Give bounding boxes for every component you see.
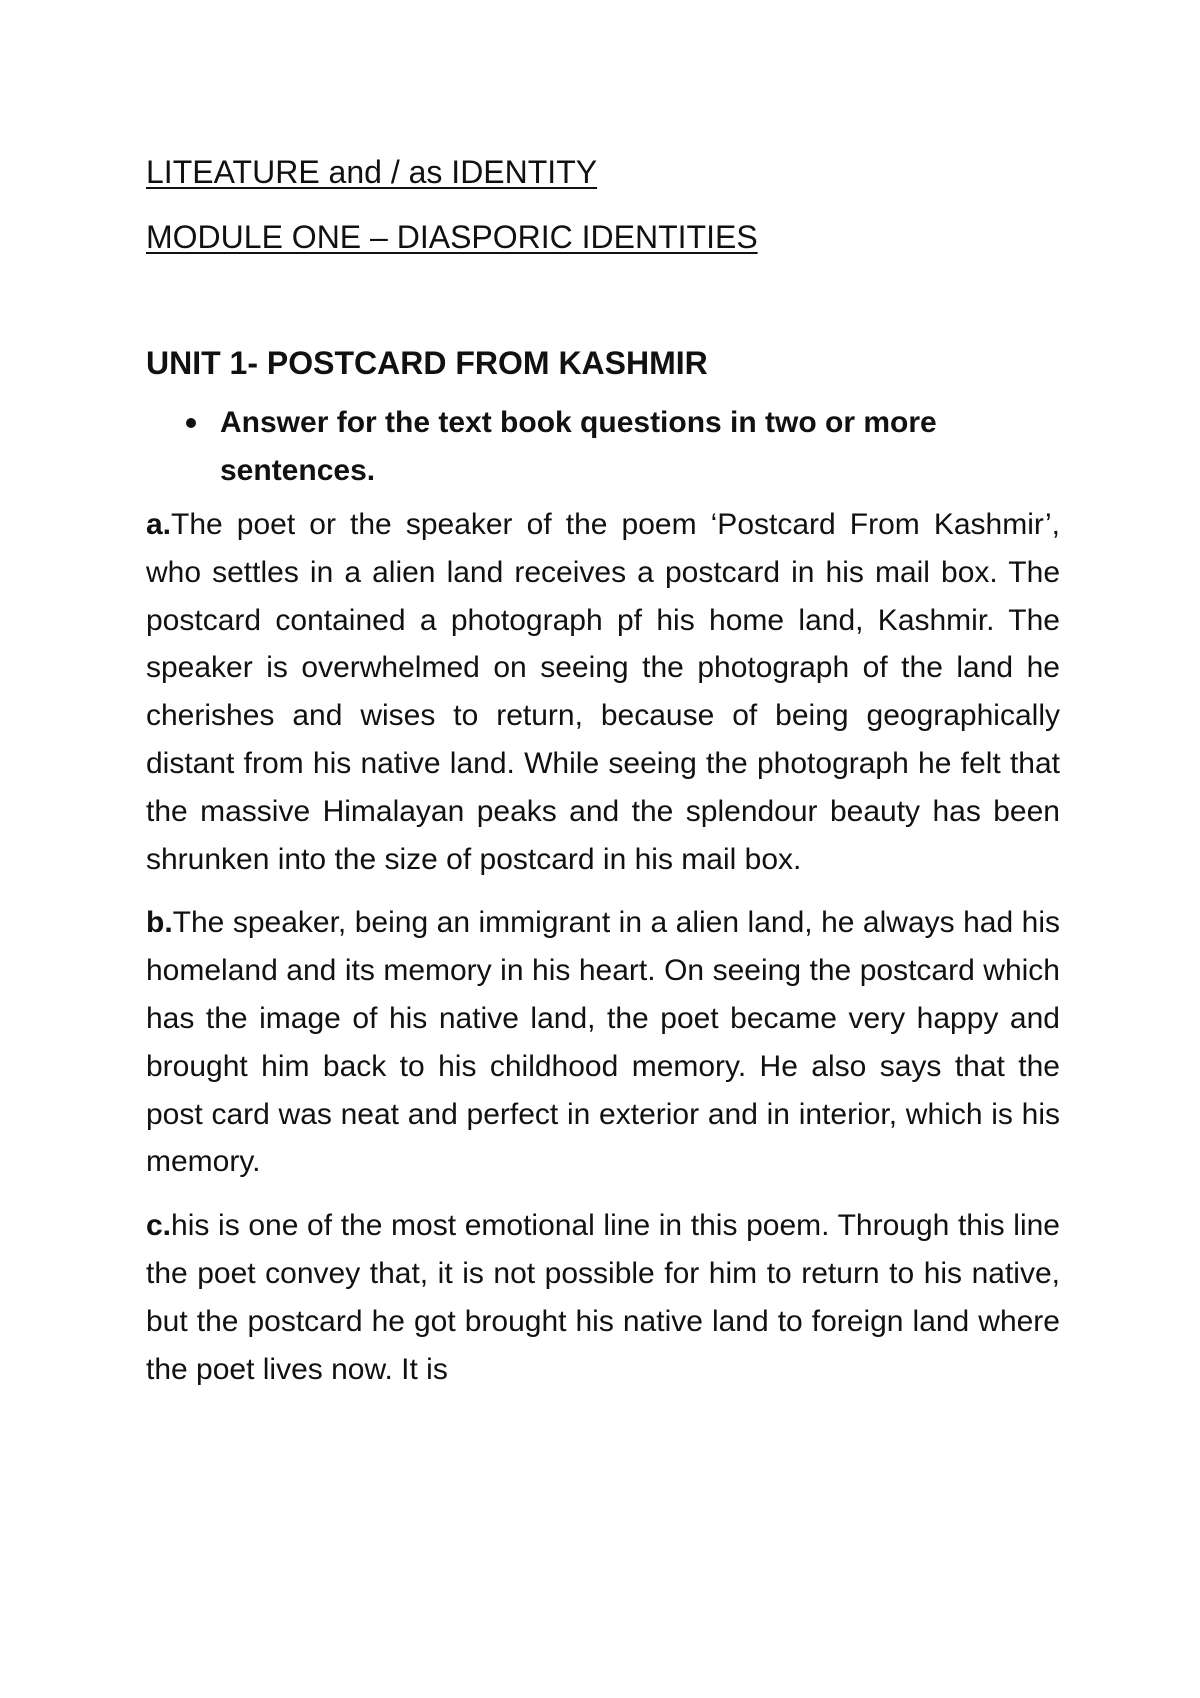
bullet-icon [186, 418, 196, 428]
answer-text: The speaker, being an immigrant in a alien land, he always had his homeland and its memory in his heart. On seeing the postcard which has the image of his native land, the poet became very happy and brought him back to his childhood memory. He also says that the post card was neat and perfect in exterior and in interior, which is his memory. [146, 906, 1060, 1179]
answer-b [146, 899, 1060, 1186]
answer-a [146, 501, 1060, 883]
answer-label: a. [146, 508, 172, 541]
module-title: MODULE ONE – DIASPORIC IDENTITIES [146, 219, 758, 255]
answer-text: his is one of the most emotional line in this poem. Through this line the poet convey that, it is not possible for him to return to his native, but the postcard he got brought his native land to foreign land where the poet lives now. It is [146, 1209, 1060, 1386]
instruction-bullet [146, 399, 1060, 495]
unit-title: UNIT 1- POSTCARD FROM KASHMIR [146, 345, 708, 381]
answer-c [146, 1202, 1060, 1393]
course-title: LITEATURE and / as IDENTITY [146, 154, 598, 190]
instruction-text: Answer for the text book questions in two or more sentences. [220, 406, 937, 487]
answer-label: c. [146, 1209, 172, 1243]
answer-label: b. [146, 906, 173, 940]
answer-text: The poet or the speaker of the poem ‘Postcard From Kashmir’, who settles in a alien land receives a postcard in his mail box. The postcard contained a photograph pf his home land, Kashmir. The speaker is overwhelmed on seeing the photograph of the land he cherishes and wises to return, because of being geographically distant from his native land. While seeing the photograph he felt that the massive Himalayan peaks and the splendour beauty has been shrunken into the size of postcard in his mail box. [146, 508, 1060, 876]
document-page [146, 150, 1060, 1409]
